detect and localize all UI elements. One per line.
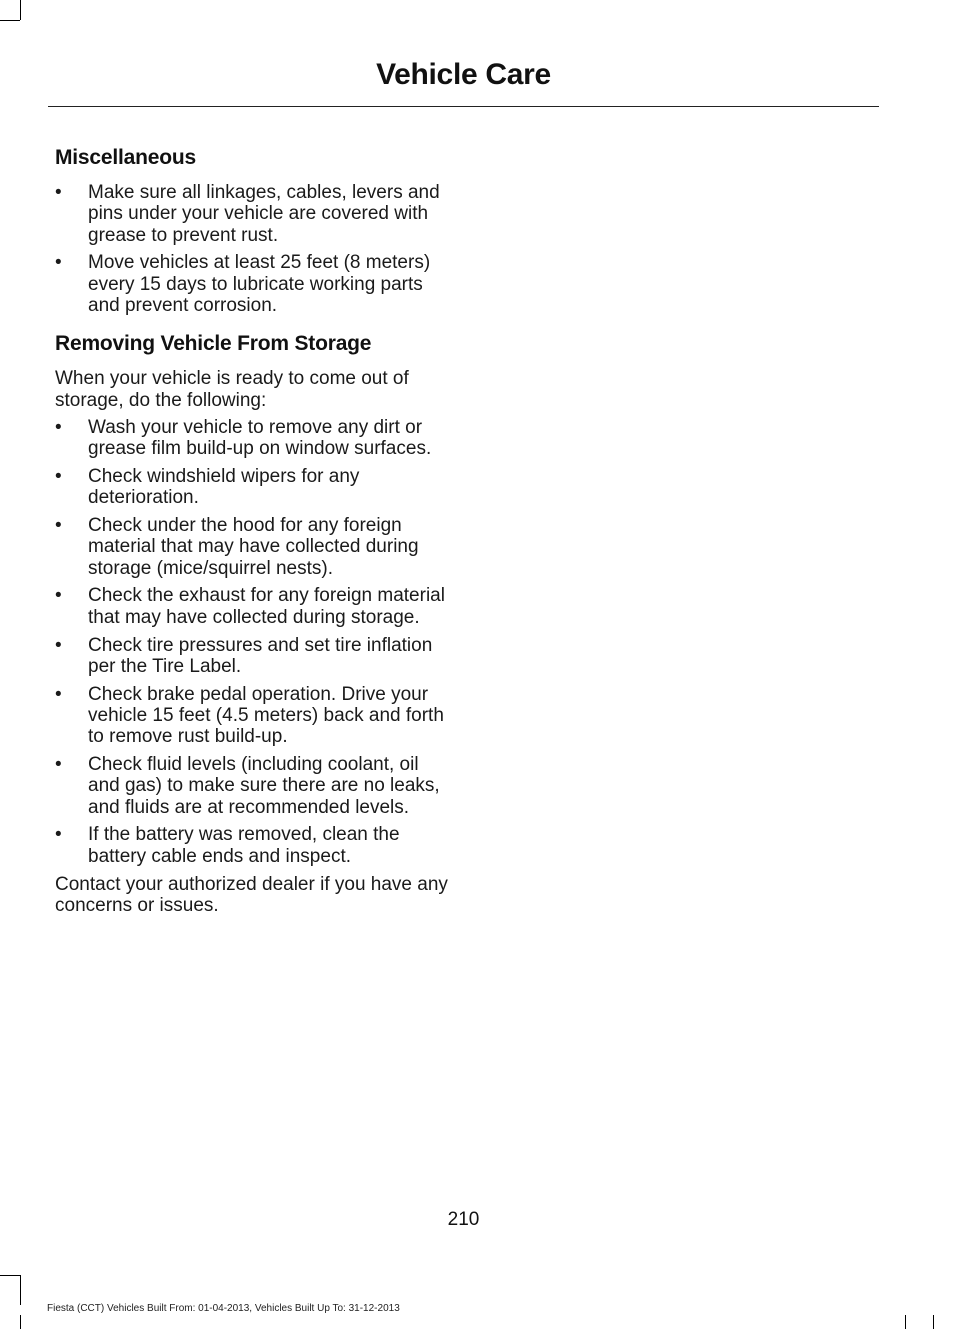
list-item — [55, 252, 455, 316]
list-item-text: Make sure all linkages, cables, levers and pins under your vehicle are covered with grease to prevent rust. — [88, 182, 440, 246]
bullet-icon: • — [55, 416, 62, 438]
crop-mark — [20, 0, 21, 20]
crop-mark — [20, 1275, 21, 1305]
section-heading-miscellaneous: Miscellaneous — [55, 146, 196, 169]
crop-mark — [0, 20, 20, 21]
bullet-icon: • — [55, 252, 62, 274]
list-item-text: Wash your vehicle to remove any dirt or grease film build-up on window surfaces. — [88, 416, 432, 460]
list-item-text: Check under the hood for any foreign material that may have collected during storage (mice/squirrel nests). — [88, 515, 419, 579]
list-item — [55, 754, 455, 818]
bullet-icon: • — [55, 824, 62, 846]
bullet-icon: • — [55, 754, 62, 776]
section-heading-removing-storage: Removing Vehicle From Storage — [55, 332, 372, 356]
crop-mark — [905, 1315, 906, 1329]
list-item-text: Check fluid levels (including coolant, oil and gas) to make sure there are no leaks, and fluids are at recommended levels. — [88, 754, 440, 818]
closing-paragraph: Contact your authorized dealer if you have any concerns or issues. — [55, 874, 448, 917]
list-item — [55, 466, 455, 509]
bullet-icon: • — [55, 585, 62, 607]
list-item-text: Check brake pedal operation. Drive your vehicle 15 feet (4.5 meters) back and forth to remove rust build-up. — [88, 683, 444, 748]
list-item-text: If the battery was removed, clean the battery cable ends and inspect. — [88, 824, 400, 867]
list-item — [55, 182, 455, 246]
crop-mark — [0, 1275, 20, 1276]
intro-paragraph: When your vehicle is ready to come out of storage, do the following: — [55, 368, 409, 411]
bullet-icon: • — [55, 465, 62, 487]
footer-text: Fiesta (CCT) Vehicles Built From: 01-04-2013, Vehicles Built Up To: 31-12-2013 — [47, 1303, 400, 1314]
list-item — [55, 515, 455, 579]
list-item — [55, 417, 455, 460]
list-item — [55, 684, 455, 748]
title-divider — [48, 106, 879, 107]
crop-mark — [20, 1315, 21, 1329]
list-item-text: Check the exhaust for any foreign material that may have collected during storage. — [88, 585, 445, 628]
bullet-icon: • — [55, 634, 62, 656]
bullet-icon: • — [55, 182, 62, 203]
bullet-icon: • — [55, 515, 62, 537]
list-item — [55, 585, 455, 628]
crop-mark — [933, 1315, 934, 1329]
bullet-icon: • — [55, 683, 62, 705]
list-item-text: Check windshield wipers for any deterioration. — [88, 465, 360, 509]
content-column — [55, 144, 455, 917]
page-number: 210 — [447, 1209, 480, 1230]
list-item-text: Move vehicles at least 25 feet (8 meters) every 15 days to lubricate working parts and prevent corrosion. — [88, 252, 431, 316]
removing-storage-list — [55, 417, 455, 867]
list-item — [55, 635, 455, 678]
list-item — [55, 824, 455, 867]
page-title: Vehicle Care — [376, 58, 551, 91]
miscellaneous-list — [55, 182, 455, 316]
list-item-text: Check tire pressures and set tire inflation per the Tire Label. — [88, 634, 433, 677]
